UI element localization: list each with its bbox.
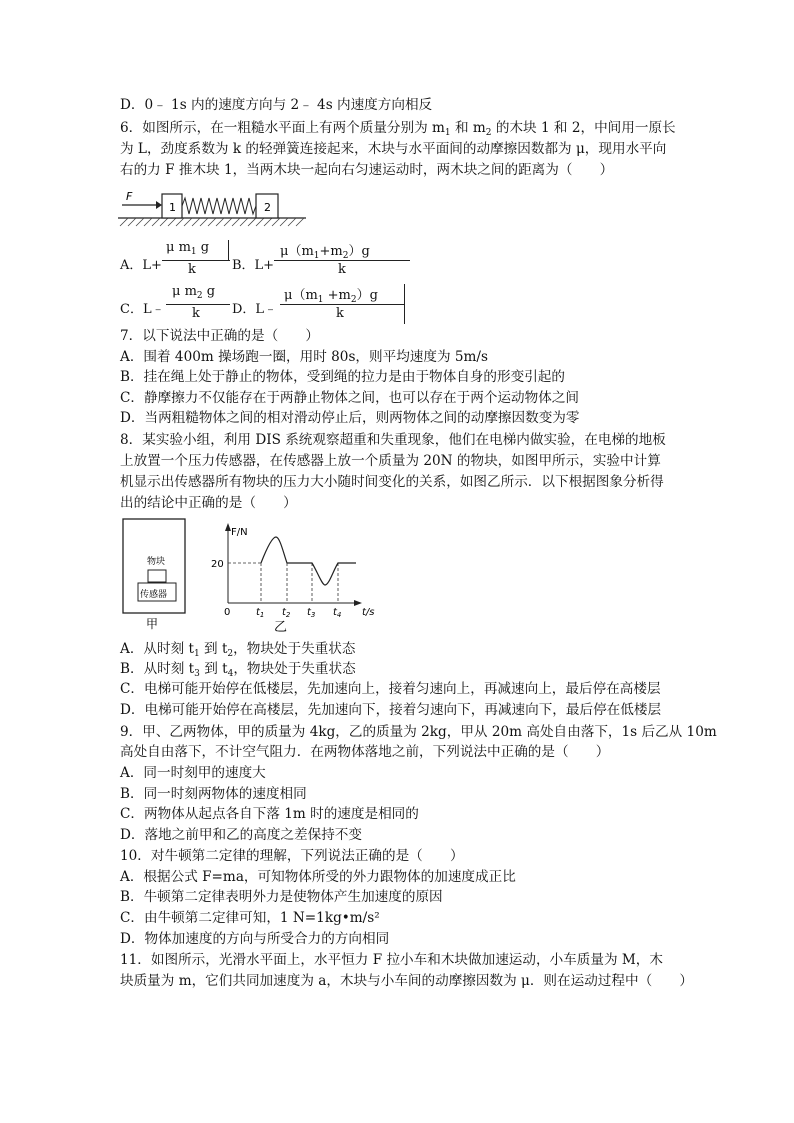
option-b-numerator: $\mu(m_1+m_2)g$ (280, 244, 370, 261)
question-9-option-d: D．落地之前甲和乙的高度之差保持不变 (120, 827, 362, 843)
ground-hatching (120, 218, 304, 226)
question-6-line-2: 为 L，劲度系数为 k 的轻弹簧连接起来，木块与水平面间的动摩擦因数都为 μ，现用水平向 (120, 141, 667, 157)
option-a-fraction-bar (162, 260, 230, 261)
question-7-stem: 7．以下说法中正确的是（ ） (120, 328, 319, 344)
question-10-option-a: A．根据公式 F=ma，可知物体所受的外力跟物体的加速度成正比 (120, 869, 516, 885)
option-a-denominator: k (188, 262, 196, 277)
question-7-option-b: B．挂在绳上处于静止的物体，受到绳的拉力是由于物体自身的形变引起的 (120, 369, 565, 385)
q6-text-end: 的木块 1 和 2，中间用一原长 (491, 120, 676, 136)
object-label: 物块 (147, 557, 166, 567)
block-1-label: 1 (169, 201, 176, 214)
question-8-option-c: C．电梯可能开始停在低楼层，先加速向上，接着匀速向上，再减速向上，最后停在高楼层 (120, 681, 661, 697)
force-arrow-head (156, 201, 162, 209)
option-d-numerator: $\mu(m_1 +m_2)g$ (284, 288, 378, 305)
option-c-prefix: C．L﹣ (120, 302, 165, 317)
question-8-line-3: 机显示出传感器所有物块的压力大小随时间变化的关系，如图乙所示．以下根据图象分析得 (120, 474, 664, 490)
option-a-prefix: A．L+ (120, 258, 162, 273)
option-b-fraction-bar (274, 260, 410, 261)
option-b-prefix: B．L+ (232, 258, 275, 273)
x-axis-label: t/s (362, 607, 375, 618)
t4-label: $t_4$ (333, 607, 342, 619)
question-8-option-d: D．电梯可能开始停在高楼层，先加速向下，接着匀速向下，再减速向下，最后停在低楼层 (120, 702, 662, 718)
block-2-label: 2 (264, 201, 271, 214)
option-d-rule (404, 284, 405, 324)
question-8-line-1: 8．某实验小组，利用 DIS 系统观察超重和失重现象，他们在电梯内做实验，在电梯的地板 (120, 432, 666, 448)
reference-lines (228, 563, 338, 603)
option-a-rule (228, 240, 229, 260)
question-6-line-3: 右的力 F 推木块 1，当两木块一起向右匀速运动时，两木块之间的距离为（ ） (120, 162, 614, 178)
question-9-option-a: A．同一时刻甲的速度大 (120, 765, 266, 781)
question-6-line-1 (120, 119, 676, 142)
elevator-figure (118, 515, 388, 633)
question-9-line-1: 9．甲、乙两物体，甲的质量为 4kg，乙的质量为 2kg，甲从 20m 高处自由落下，1s 后乙从 10m (120, 724, 717, 740)
question-10-option-c: C．由牛顿第二定律可知，1 N=1kg•m/s² (120, 910, 380, 926)
question-10-stem: 10．对牛顿第二定律的理解，下列说法正确的是（ ） (120, 848, 464, 864)
option-d-fraction-bar (280, 304, 404, 305)
figure-jia-caption: 甲 (146, 617, 159, 631)
y-tick-20: 20 (211, 559, 224, 570)
t2-label: $t_2$ (282, 607, 291, 619)
question-9-option-c: C．两物体从起点各自下落 1m 时的速度是相同的 (120, 806, 419, 822)
question-10-option-b: B．牛顿第二定律表明外力是使物体产生加速度的原因 (120, 889, 443, 905)
sensor-label: 传感器 (140, 590, 168, 600)
question-8-line-2: 上放置一个压力传感器，在传感器上放一个质量为 20N 的物块，如图甲所示，实验中计算 (120, 453, 661, 469)
force-curve (261, 537, 356, 585)
question-9-line-2: 高处自由落下，不计空气阻力．在两物体落地之前，下列说法中正确的是（ ） (120, 744, 610, 760)
option-a-numerator: μ $m_1$ g (166, 240, 210, 257)
option-d-denominator: k (336, 306, 344, 321)
t1-label: $t_1$ (256, 607, 265, 619)
figure-yi-caption: 乙 (274, 620, 288, 633)
q6-sub-2: 2 (485, 128, 492, 138)
question-11-line-2: 块质量为 m，它们共同加速度为 a，木块与小车间的动摩擦因数为 μ．则在运动过程中（ ） (120, 973, 693, 989)
question-7-option-a: A．围着 400m 操场跑一圈，用时 80s，则平均速度为 5m/s (120, 349, 488, 365)
option-d-prefix: D．L﹣ (232, 302, 278, 317)
origin-label: 0 (224, 607, 231, 618)
question-8-option-b: B．从时刻 $t_3$ 到 $t_4$，物块处于失重状态 (120, 661, 356, 679)
question-9-option-b: B．同一时刻两物体的速度相同 (120, 786, 307, 802)
force-label: F (126, 190, 133, 203)
prev-question-option-d: D．0﹣ 1s 内的速度方向与 2﹣ 4s 内速度方向相反 (120, 97, 433, 113)
q6-options-row-1 (120, 240, 420, 278)
object-block (148, 570, 166, 582)
question-8-option-a: A．从时刻 $t_1$ 到 $t_2$，物块处于失重状态 (120, 641, 356, 659)
question-8-line-4: 出的结论中正确的是（ ） (120, 495, 297, 511)
option-b-denominator: k (338, 262, 346, 277)
question-10-option-d: D．物体加速度的方向与所受合力的方向相同 (120, 931, 390, 947)
spring-blocks-figure (118, 186, 308, 232)
q6-sub-1: 1 (444, 128, 451, 138)
option-c-numerator: μ $m_2$ g (172, 284, 216, 301)
spring (182, 198, 256, 214)
option-c-denominator: k (192, 306, 200, 321)
question-7-option-d: D．当两粗糙物体之间的相对滑动停止后，则两物体之间的动摩擦因数变为零 (120, 410, 580, 426)
question-7-option-c: C．静摩擦力不仅能存在于两静止物体之间，也可以存在于两个运动物体之间 (120, 390, 579, 406)
t3-label: $t_3$ (307, 607, 316, 619)
q6-text-mid: 和 m (450, 120, 486, 136)
option-c-fraction-bar (166, 304, 230, 305)
y-axis-label: F/N (231, 527, 248, 538)
q6-options-row-2 (120, 284, 420, 322)
q6-text-a: 6．如图所示，在一粗糙水平面上有两个质量分别为 m (120, 120, 445, 136)
x-axis-arrow (354, 600, 362, 606)
question-11-line-1: 11．如图所示，光滑水平面上，水平恒力 F 拉小车和木块做加速运动，小车质量为 M，木 (120, 952, 663, 968)
